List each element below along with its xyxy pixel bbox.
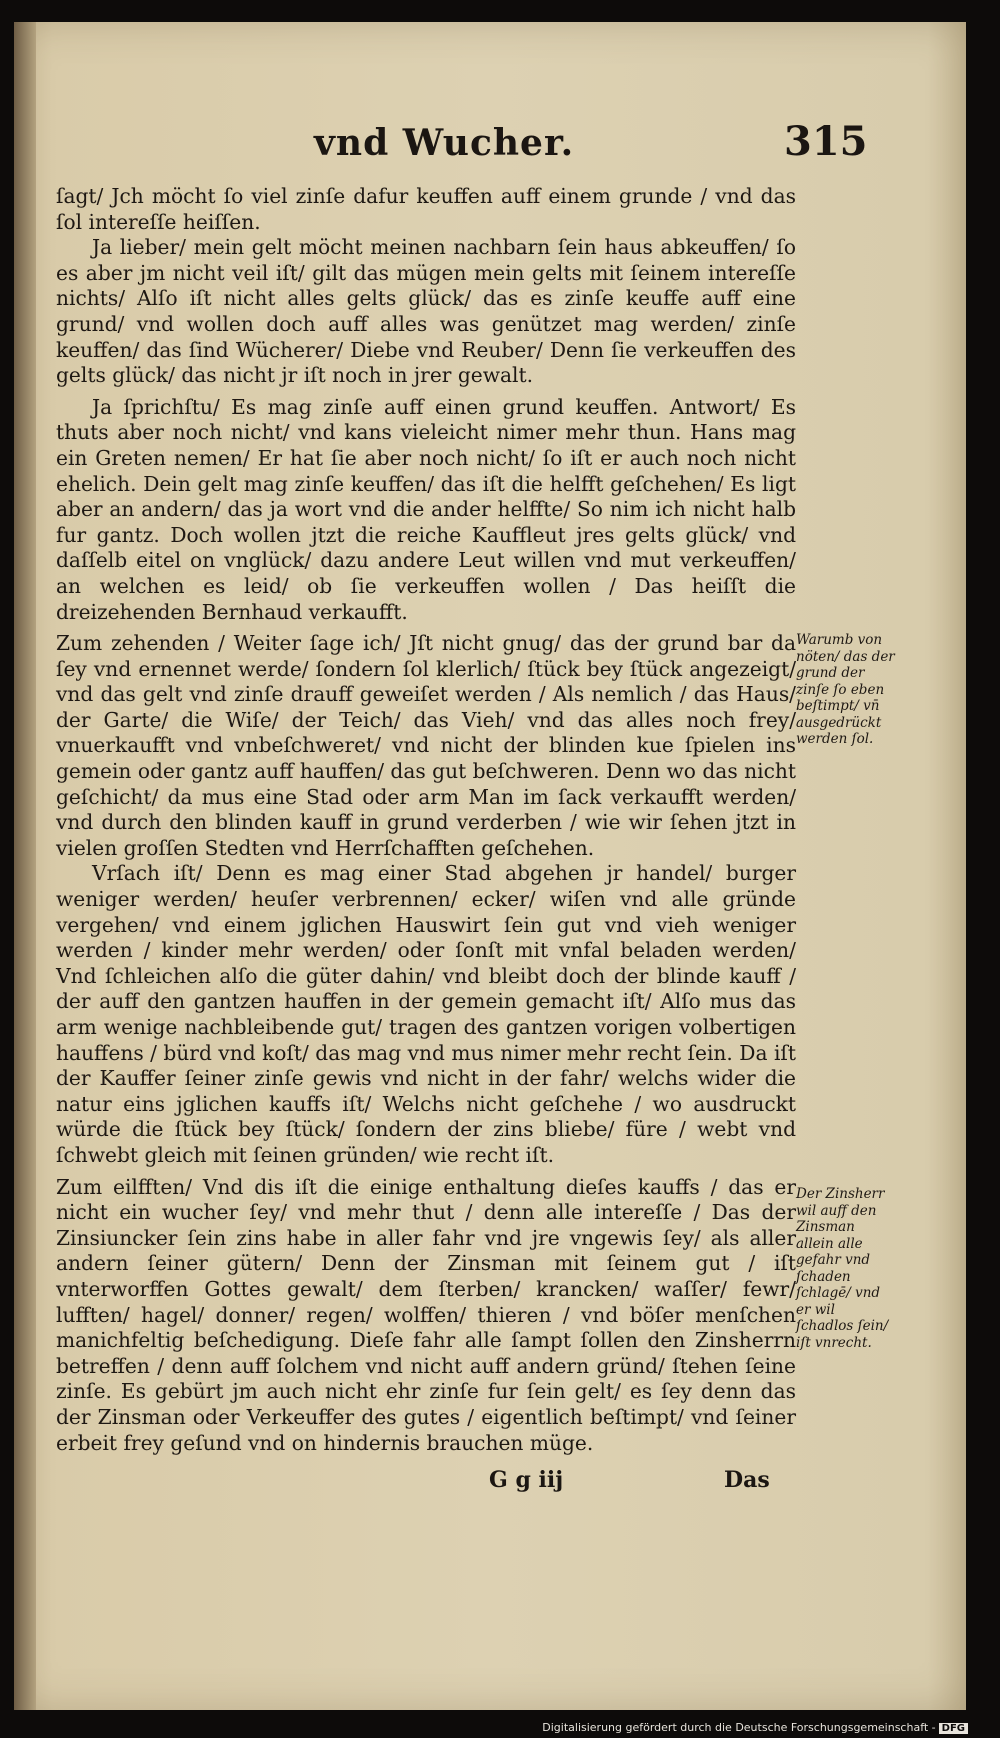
running-head: vnd Wucher. (314, 122, 575, 164)
paragraph: Vrſach iſt/ Denn es mag einer Stad abgehen jr handel/ burger weniger werden/ heuſer verbrennen/ ecker/ wiſen vnd alle gründe vergehen/ vnd einem jglichen Hauswirt ſein gut vnd vieh weniger werden / kinder mehr werden/ oder ſonſt mit vnfal beladen werden/ Vnd ſchleichen alſo die güter dahin/ vnd bleibt doch der blinde kauff / der auff den gantzen hauffen in der gemein gemacht iſt/ Alſo mus das arm wenige nachbleibende gut/ tragen des gantzen vorigen volbertigen hauffens / bürd vnd koſt/ das mag vnd mus nimer mehr recht ſein. Da iſt der Kauffer ſeiner zinſe gewis vnd nicht in der fahr/ welchs wider die natur eins jglichen kauffs iſt/ Welchs nicht geſchehe / wo ausdruckt würde die ſtück bey ſtück/ ſondern der zins bliebe/ füre / webt vnd ſchwebt gleich mit ſeinen gründen/ wie recht iſt. (56, 861, 796, 1167)
digitization-credit (542, 1721, 968, 1734)
paragraph-with-initial: Zum eilfften/ Vnd dis iſt die einige enthaltung dieſes kauffs / das er nicht ein wucher ſey/ vnd mehr thut / denn alle intereſſe / Das der Zinsiuncker ſein zins habe in aller fahr vnd jre vngewis ſey/ als aller andern ſeiner gütern/ Denn der Zinsman mit ſeinem gut / iſt vnterworffen Gottes gewalt/ dem ſterben/ krancken/ waſſer/ fewr/ lufften/ hagel/ donner/ regen/ wolffen/ thieren / vnd böſer menſchen manichfeltig beſchedigung. Dieſe fahr alle ſampt ſollen den Zinsherrn betreffen / denn auff ſolchem vnd nicht auff andern gründ/ ſtehen ſeine zinſe. Es gebürt jm auch nicht ehr zinſe fur ſein gelt/ es ſey denn das der Zinsman oder Verkeuffer des gutes / eigentlich beſtimpt/ vnd ſeiner erbeit frey geſund vnd on hindernis brauchen müge. (56, 1174, 796, 1455)
dfg-logo: DFG (939, 1723, 968, 1734)
main-text (56, 184, 796, 1456)
margin-note: Der Zinsherr wil auff den Zinsman allein alle gefahr vnd ſchaden ſchlagē/ vnd er wil ſchadlos ſein/ iſt vnrecht. (796, 1186, 889, 1351)
margin-note: Warumb von nöten/ das der grund der zinſe ſo eben beſtimpt/ vn̄ ausgedrückt werden ſol. (796, 632, 895, 747)
page-number: 315 (784, 118, 868, 165)
credit-text: Digitalisierung gefördert durch die Deutsche Forschungsgemeinschaft - (542, 1721, 936, 1734)
paragraph: Ja ſprichſtu/ Es mag zinſe auff einen grund keuffen. Antwort/ Es thuts aber noch nicht/ vnd kans vieleicht nimer mehr thun. Hans mag ein Greten nemen/ Er hat ſie aber noch nicht/ ſo iſt er auch noch nicht ehelich. Dein gelt mag zinſe keuffen/ das iſt die helfft geſchehen/ Es ligt aber an andern/ das ja wort vnd die ander helffte/ So nim ich nicht halb fur gantz. Doch wollen jtzt die reiche Kauffleut jres gelts glück/ vnd daſſelb eitel on vnglück/ dazu andere Leut willen vnd mut verkeuffen/ an welchen es leid/ ob ſie verkeuffen wollen / Das heiſſt die dreizehenden Bernhaud verkaufft. (56, 394, 796, 624)
catchword: Das (724, 1467, 770, 1493)
binding-gutter (14, 22, 36, 1710)
paragraph-with-initial: Zum zehenden / Weiter ſage ich/ Jſt nicht gnug/ das der grund bar da ſey vnd ernennet werde/ ſondern ſol klerlich/ ſtück bey ſtück angezeigt/ vnd das gelt vnd zinſe drauff geweiſet werden / Als nemlich / das Haus/ der Garte/ die Wiſe/ der Teich/ das Vieh/ vnd das alles noch frey/ vnuerkaufft vnd vnbeſchweret/ vnd nicht der blinden kue ſpielen ins gemein oder gantz auff hauffen/ das gut beſchweren. Denn wo das nicht geſchicht/ da mus eine Stad oder arm Man im ſack verkaufft werden/ vnd durch den blinden kauff in grund verderben / wie wir ſehen jtzt in vielen groſſen Stedten vnd Herrſchafften geſchehen. (56, 631, 796, 860)
signature-mark: G g iij (489, 1467, 564, 1493)
book-page (14, 22, 966, 1710)
paragraph: Ja lieber/ mein gelt möcht meinen nachbarn ſein haus abkeuffen/ ſo es aber jm nicht veil iſt/ gilt das mügen mein gelts mit ſeinem intereſſe nichts/ Alſo iſt nicht alles gelts glück/ das es zinſe keuffe auff eine grund/ vnd wollen doch auff alles was genützet mag werden/ zinſe keuffen/ das ſind Wücherer/ Diebe vnd Reuber/ Denn ſie verkeuffen des gelts glück/ das nicht jr iſt noch in jrer gewalt. (56, 235, 796, 388)
paragraph: ſagt/ Jch möcht ſo viel zinſe dafur keuffen auff einem grunde / vnd das ſol intereſſe heiſſen. (56, 184, 796, 234)
